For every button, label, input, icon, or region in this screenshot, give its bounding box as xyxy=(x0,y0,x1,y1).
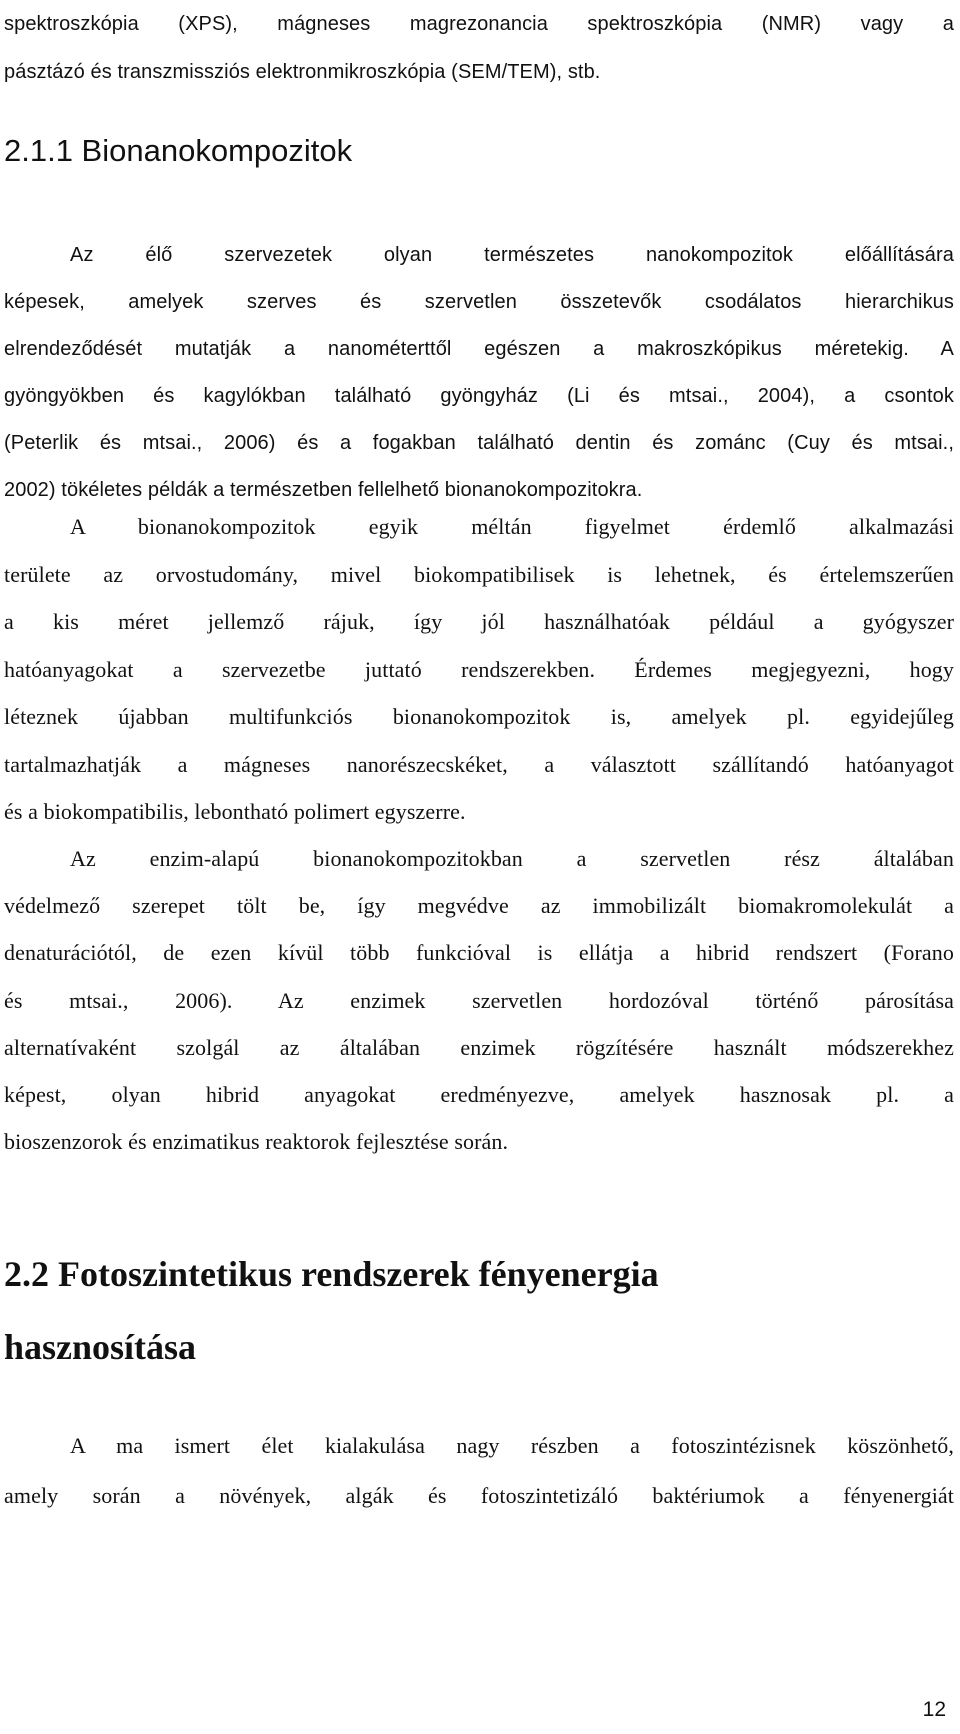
paragraph xyxy=(4,835,954,1165)
paragraph xyxy=(4,232,954,514)
text-line: spektroszkópia (XPS), mágneses magrezonancia spektroszkópia (NMR) vagy a xyxy=(4,13,954,35)
subsection-heading: 2.1.1 Bionanokompozitok xyxy=(4,133,353,168)
paragraph xyxy=(4,503,954,836)
text-line: területe az orvostudomány, mivel biokompatibilisek is lehetnek, és értelemszerűen xyxy=(4,561,954,587)
section-heading xyxy=(4,1238,659,1384)
page-number: 12 xyxy=(922,1698,946,1721)
section-heading-line: hasznosítása xyxy=(4,1327,197,1367)
paragraph xyxy=(4,1421,954,1521)
text-line: A ma ismert élet kialakulása nagy részben a fotoszintézisnek köszönhető, xyxy=(70,1433,954,1458)
text-line: védelmező szerepet tölt be, így megvédve az immobilizált biomakromolekulát a xyxy=(4,893,954,919)
text-line: bioszenzorok és enzimatikus reaktorok fejlesztése során. xyxy=(4,1129,509,1155)
text-line: pásztázó és transzmissziós elektronmikroszkópia (SEM/TEM), stb. xyxy=(4,61,601,83)
text-line: képesek, amelyek szerves és szervetlen összetevők csodálatos hierarchikus xyxy=(4,291,954,313)
top-paragraph xyxy=(4,0,954,96)
text-line: alternatívaként szolgál az általában enzimek rögzítésére használt módszerekhez xyxy=(4,1034,954,1060)
text-line: hatóanyagokat a szervezetbe juttató rendszerekben. Érdemes megjegyezni, hogy xyxy=(4,656,954,682)
text-line: tartalmazhatják a mágneses nanorészecskéket, a választott szállítandó hatóanyagot xyxy=(4,751,954,777)
section-heading-line: 2.2 Fotoszintetikus rendszerek fényenergia xyxy=(4,1254,659,1294)
text-line: A bionanokompozitok egyik méltán figyelmet érdemlő alkalmazási xyxy=(70,514,954,539)
text-line: léteznek újabban multifunkciós bionanokompozitok is, amelyek pl. egyidejűleg xyxy=(4,704,954,729)
text-line: 2002) tökéletes példák a természetben fellelhető bionanokompozitokra. xyxy=(4,479,643,501)
text-line: és mtsai., 2006). Az enzimek szervetlen hordozóval történő párosítása xyxy=(4,987,954,1013)
text-line: (Peterlik és mtsai., 2006) és a fogakban található dentin és zománc (Cuy és mtsai., xyxy=(4,432,954,454)
text-line: denaturációtól, de ezen kívül több funkcióval is ellátja a hibrid rendszert (Forano xyxy=(4,940,954,966)
text-line: gyöngyökben és kagylókban található gyöngyház (Li és mtsai., 2004), a csontok xyxy=(4,385,954,407)
text-line: Az enzim-alapú bionanokompozitokban a szervetlen rész általában xyxy=(70,846,954,871)
text-line: elrendeződését mutatják a nanométerttől egészen a makroszkópikus méretekig. A xyxy=(4,338,954,360)
text-line: a kis méret jellemző rájuk, így jól használhatóak például a gyógyszer xyxy=(4,609,954,634)
text-line: amely során a növények, algák és fotoszintetizáló baktériumok a fényenergiát xyxy=(4,1483,954,1508)
text-line: képest, olyan hibrid anyagokat eredményezve, amelyek hasznosak pl. a xyxy=(4,1082,954,1108)
text-line: és a biokompatibilis, lebontható polimert egyszerre. xyxy=(4,799,466,824)
text-line: Az élő szervezetek olyan természetes nanokompozitok előállítására xyxy=(70,244,954,266)
